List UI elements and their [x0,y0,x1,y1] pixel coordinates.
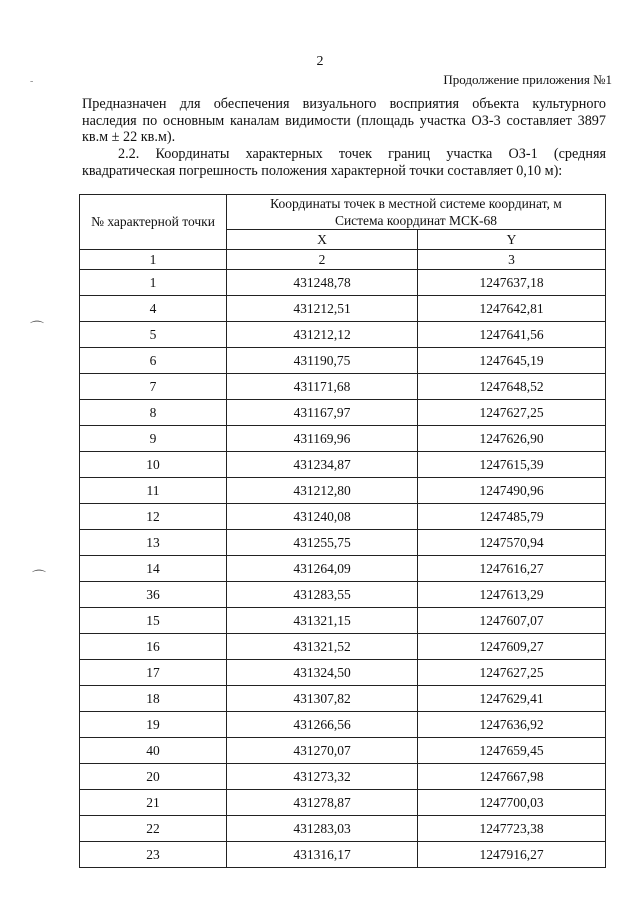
column-number: 2 [227,250,418,270]
table-row [80,738,606,764]
cell-y: 1247637,18 [418,270,606,296]
table-row [80,686,606,712]
cell-point: 18 [80,686,227,712]
cell-point: 5 [80,322,227,348]
table-row [80,426,606,452]
header-coordinate-system-line2: Система координат МСК-68 [334,213,498,228]
cell-point: 6 [80,348,227,374]
cell-point: 4 [80,296,227,322]
cell-x: 431255,75 [227,530,418,556]
coordinates-table [79,194,606,868]
cell-x: 431212,51 [227,296,418,322]
table-header-row [80,195,606,230]
cell-y: 1247485,79 [418,504,606,530]
cell-x: 431190,75 [227,348,418,374]
cell-point: 7 [80,374,227,400]
cell-y: 1247627,25 [418,660,606,686]
cell-point: 1 [80,270,227,296]
cell-y: 1247636,92 [418,712,606,738]
cell-x: 431283,55 [227,582,418,608]
cell-y: 1247667,98 [418,764,606,790]
cell-x: 431264,09 [227,556,418,582]
column-number: 1 [80,250,227,270]
page-number: 2 [316,54,324,69]
cell-y: 1247626,90 [418,426,606,452]
cell-point: 20 [80,764,227,790]
cell-point: 9 [80,426,227,452]
cell-y: 1247659,45 [418,738,606,764]
cell-x: 431278,87 [227,790,418,816]
cell-point: 22 [80,816,227,842]
cell-point: 14 [80,556,227,582]
cell-y: 1247916,27 [418,842,606,868]
cell-point: 15 [80,608,227,634]
cell-y: 1247627,25 [418,400,606,426]
cell-x: 431167,97 [227,400,418,426]
cell-x: 431321,15 [227,608,418,634]
table-row [80,842,606,868]
cell-x: 431273,32 [227,764,418,790]
paragraph-coordinates-intro: 2.2. Координаты характерных точек границ участка ОЗ-1 (средняя квадратическая погрешность положения характерной точки составляет 0,10 м): [82,146,606,179]
cell-point: 17 [80,660,227,686]
cell-point: 16 [80,634,227,660]
table-row [80,530,606,556]
cell-y: 1247648,52 [418,374,606,400]
cell-y: 1247609,27 [418,634,606,660]
table-row [80,322,606,348]
table-row [80,478,606,504]
cell-point: 19 [80,712,227,738]
cell-x: 431171,68 [227,374,418,400]
cell-x: 431234,87 [227,452,418,478]
table-row [80,556,606,582]
table-row [80,660,606,686]
cell-x: 431169,96 [227,426,418,452]
cell-x: 431266,56 [227,712,418,738]
cell-x: 431316,17 [227,842,418,868]
cell-point: 13 [80,530,227,556]
header-coordinate-system-line1: Координаты точек в местной системе координат, м [270,196,562,211]
cell-y: 1247607,07 [418,608,606,634]
cell-point: 12 [80,504,227,530]
cell-point: 8 [80,400,227,426]
cell-y: 1247616,27 [418,556,606,582]
cell-point: 23 [80,842,227,868]
cell-point: 21 [80,790,227,816]
cell-y: 1247615,39 [418,452,606,478]
paragraph-purpose: Предназначен для обеспечения визуального восприятия объекта культурного наследия по основным каналам видимости (площадь участка ОЗ-3 составляет 3897 кв.м ± 22 кв.м). [82,96,606,145]
cell-x: 431270,07 [227,738,418,764]
table-row [80,452,606,478]
cell-x: 431240,08 [227,504,418,530]
cell-y: 1247490,96 [418,478,606,504]
table-row [80,504,606,530]
cell-y: 1247700,03 [418,790,606,816]
cell-x: 431324,50 [227,660,418,686]
cell-x: 431283,03 [227,816,418,842]
table-row [80,816,606,842]
cell-point: 40 [80,738,227,764]
table-row [80,348,606,374]
cell-y: 1247723,38 [418,816,606,842]
header-coordinate-system [227,195,606,230]
table-column-numbers-row [80,250,606,270]
cell-x: 431307,82 [227,686,418,712]
header-point-number: № характерной точки [80,195,227,250]
table-row [80,608,606,634]
cell-x: 431212,80 [227,478,418,504]
column-number: 3 [418,250,606,270]
cell-y: 1247629,41 [418,686,606,712]
cell-y: 1247570,94 [418,530,606,556]
margin-mark: ⌒ [30,322,44,337]
table-row [80,400,606,426]
header-x: X [227,230,418,250]
margin-mark: ⌒ [32,571,46,586]
cell-y: 1247613,29 [418,582,606,608]
cell-point: 36 [80,582,227,608]
cell-x: 431321,52 [227,634,418,660]
cell-x: 431248,78 [227,270,418,296]
table-row [80,270,606,296]
table-row [80,582,606,608]
cell-y: 1247642,81 [418,296,606,322]
cell-point: 11 [80,478,227,504]
cell-y: 1247641,56 [418,322,606,348]
table-row [80,634,606,660]
table-row [80,296,606,322]
cell-y: 1247645,19 [418,348,606,374]
table-row [80,374,606,400]
margin-mark: - [30,76,34,87]
cell-x: 431212,12 [227,322,418,348]
header-y: Y [418,230,606,250]
appendix-continuation-note: Продолжение приложения №1 [443,72,612,87]
cell-point: 10 [80,452,227,478]
table-row [80,790,606,816]
table-row [80,712,606,738]
table-row [80,764,606,790]
